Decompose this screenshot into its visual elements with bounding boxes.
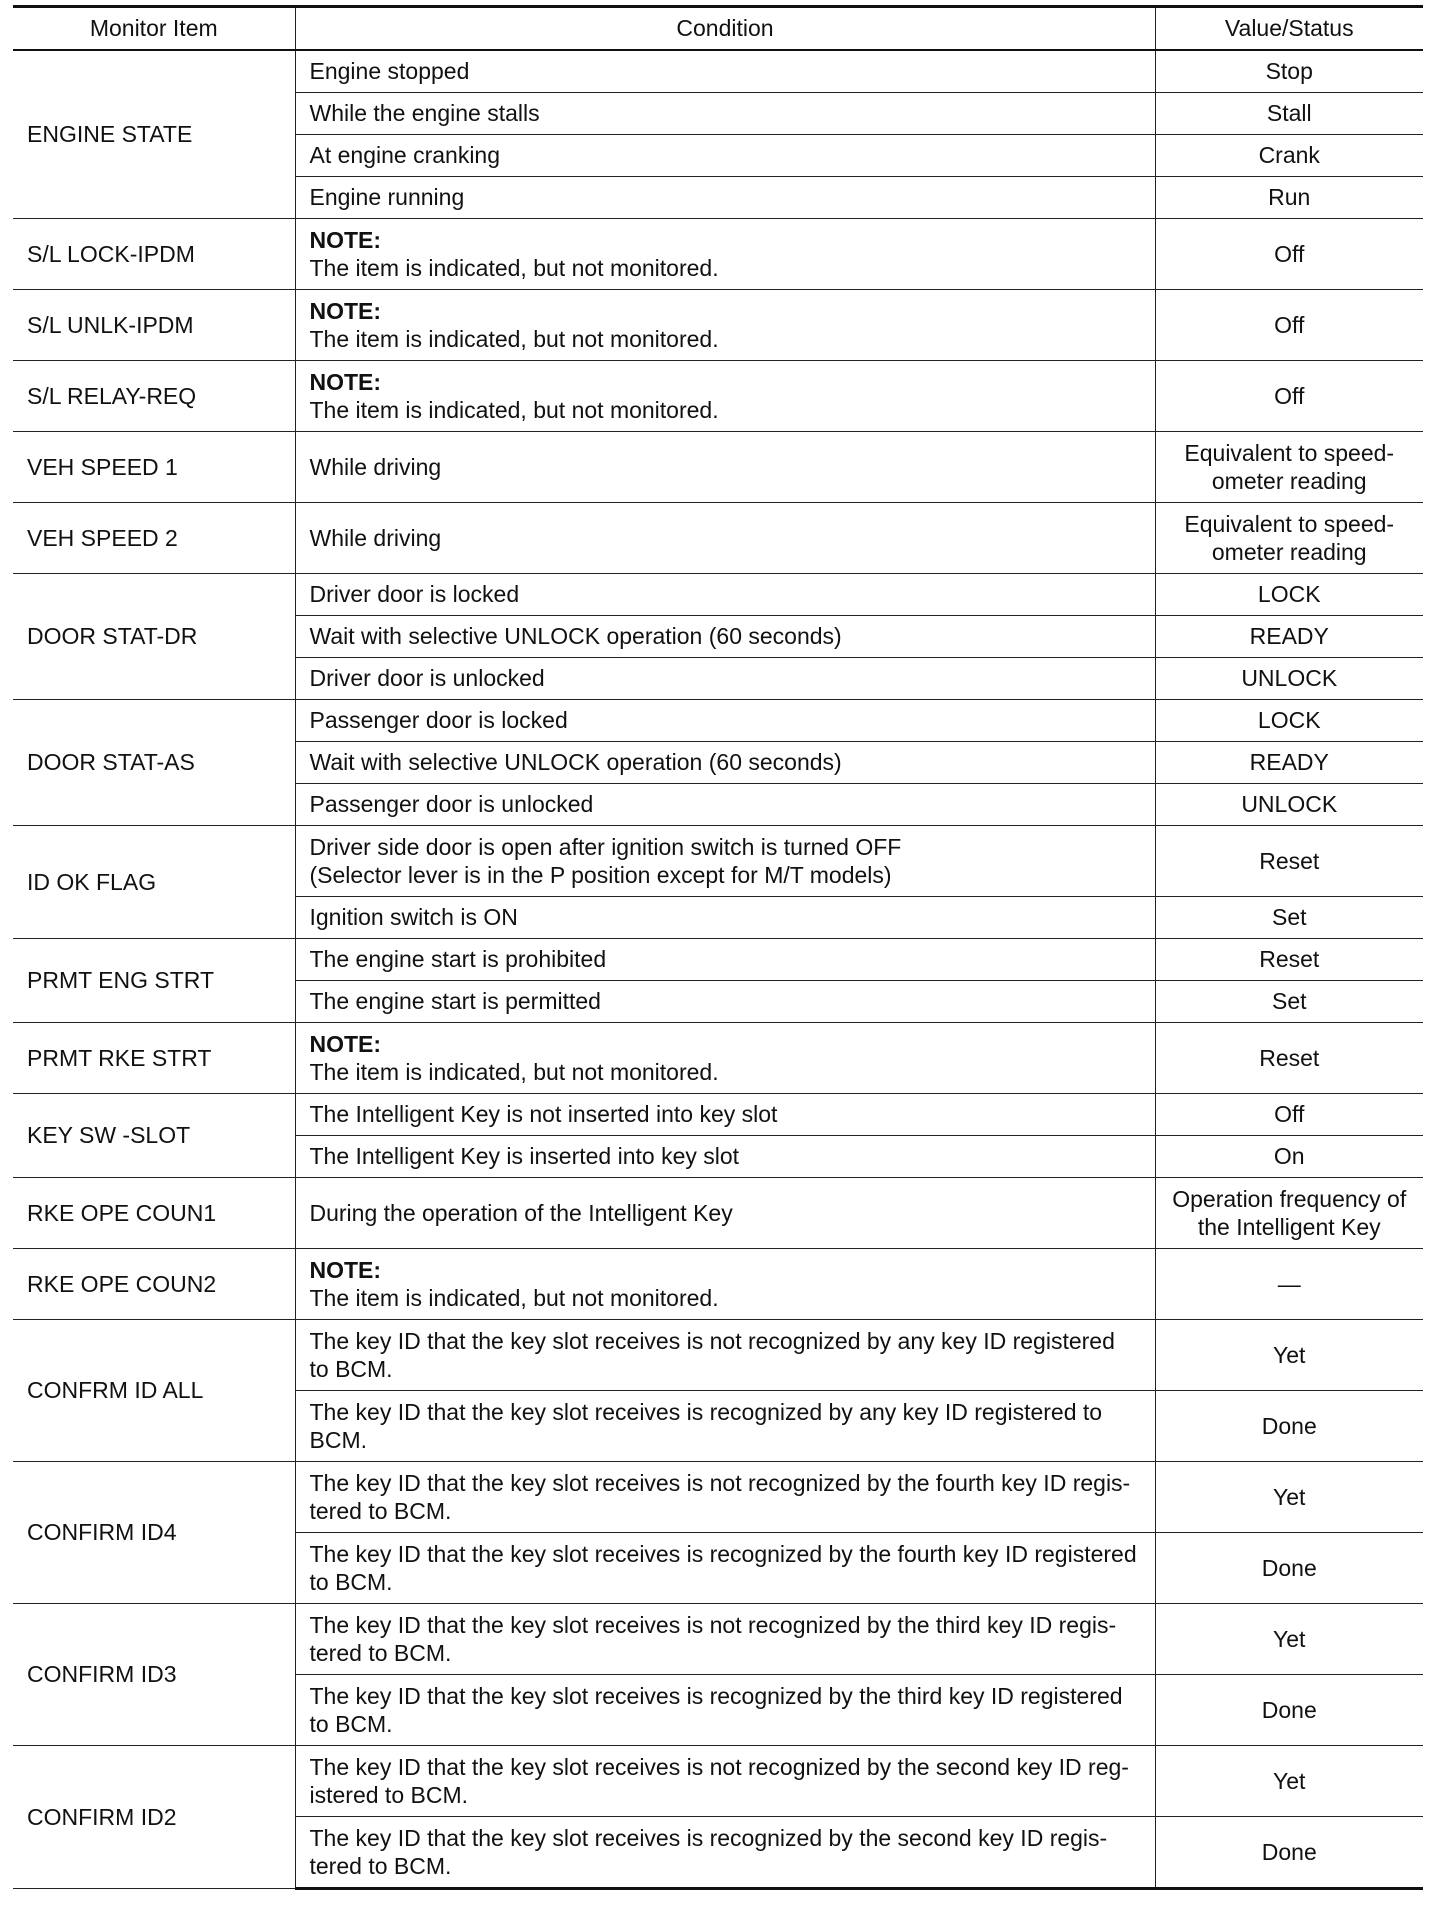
condition-cell: Wait with selective UNLOCK operation (60 seconds) xyxy=(295,742,1155,784)
monitor-item-cell: PRMT ENG STRT xyxy=(13,939,295,1023)
value-status-cell: Off xyxy=(1155,290,1423,361)
value-status-cell: READY xyxy=(1155,616,1423,658)
value-status-cell: Reset xyxy=(1155,826,1423,897)
condition-cell xyxy=(295,1249,1155,1320)
value-status-cell: Off xyxy=(1155,361,1423,432)
value-status-cell: Done xyxy=(1155,1391,1423,1462)
table-row xyxy=(13,361,1423,432)
value-status-cell: LOCK xyxy=(1155,574,1423,616)
monitor-table xyxy=(13,5,1423,1890)
condition-cell: The key ID that the key slot receives is not recognized by the fourth key ID regis- tered to BCM. xyxy=(295,1462,1155,1533)
condition-cell: The key ID that the key slot receives is not recognized by any key ID registered to BCM. xyxy=(295,1320,1155,1391)
monitor-item-cell: DOOR STAT-AS xyxy=(13,700,295,826)
value-status-cell: Off xyxy=(1155,1094,1423,1136)
monitor-item-cell: ID OK FLAG xyxy=(13,826,295,939)
value-status-cell: Equivalent to speed- ometer reading xyxy=(1155,432,1423,503)
value-status-cell: Yet xyxy=(1155,1746,1423,1817)
condition-cell: The key ID that the key slot receives is not recognized by the third key ID regis- tered to BCM. xyxy=(295,1604,1155,1675)
note-text: The item is indicated, but not monitored. xyxy=(309,1285,719,1311)
table-row xyxy=(13,826,1423,897)
value-status-cell: Operation frequency of the Intelligent Key xyxy=(1155,1178,1423,1249)
condition-cell: The key ID that the key slot receives is recognized by the third key ID registered to BCM. xyxy=(295,1675,1155,1746)
note-label: NOTE: xyxy=(309,297,382,324)
monitor-item-cell: PRMT RKE STRT xyxy=(13,1023,295,1094)
table-row xyxy=(13,50,1423,93)
condition-cell: While driving xyxy=(295,432,1155,503)
value-status-cell: Equivalent to speed- ometer reading xyxy=(1155,503,1423,574)
value-status-cell: Set xyxy=(1155,981,1423,1023)
table-row xyxy=(13,1746,1423,1817)
condition-cell: Engine stopped xyxy=(295,50,1155,93)
monitor-item-cell: CONFIRM ID4 xyxy=(13,1462,295,1604)
note-label: NOTE: xyxy=(309,1030,382,1057)
table-row xyxy=(13,1249,1423,1320)
table-row xyxy=(13,1604,1423,1675)
condition-cell: Ignition switch is ON xyxy=(295,897,1155,939)
value-status-cell: Yet xyxy=(1155,1462,1423,1533)
condition-cell: Driver door is unlocked xyxy=(295,658,1155,700)
condition-cell: Engine running xyxy=(295,177,1155,219)
value-status-cell: Stall xyxy=(1155,93,1423,135)
value-status-cell: Stop xyxy=(1155,50,1423,93)
value-status-cell: Crank xyxy=(1155,135,1423,177)
table-body xyxy=(13,50,1423,1889)
table-row xyxy=(13,503,1423,574)
monitor-item-cell: ENGINE STATE xyxy=(13,50,295,219)
condition-cell: During the operation of the Intelligent Key xyxy=(295,1178,1155,1249)
table-row xyxy=(13,939,1423,981)
monitor-item-cell: RKE OPE COUN2 xyxy=(13,1249,295,1320)
value-status-cell: UNLOCK xyxy=(1155,784,1423,826)
header-condition: Condition xyxy=(295,7,1155,51)
condition-cell xyxy=(295,361,1155,432)
condition-cell: The Intelligent Key is not inserted into key slot xyxy=(295,1094,1155,1136)
value-status-cell: — xyxy=(1155,1249,1423,1320)
value-status-cell: Done xyxy=(1155,1675,1423,1746)
condition-cell: Passenger door is unlocked xyxy=(295,784,1155,826)
value-status-cell: Run xyxy=(1155,177,1423,219)
condition-cell xyxy=(295,219,1155,290)
value-status-cell: On xyxy=(1155,1136,1423,1178)
table-row xyxy=(13,219,1423,290)
table-row xyxy=(13,1023,1423,1094)
note-text: The item is indicated, but not monitored. xyxy=(309,1059,719,1085)
condition-cell xyxy=(295,1023,1155,1094)
table-row xyxy=(13,1320,1423,1391)
condition-cell: The engine start is prohibited xyxy=(295,939,1155,981)
table-row xyxy=(13,1094,1423,1136)
monitor-item-cell: S/L LOCK-IPDM xyxy=(13,219,295,290)
table-header-row xyxy=(13,7,1423,51)
condition-cell: The key ID that the key slot receives is recognized by any key ID registered to BCM. xyxy=(295,1391,1155,1462)
monitor-item-cell: CONFIRM ID3 xyxy=(13,1604,295,1746)
note-label: NOTE: xyxy=(309,226,382,253)
monitor-item-cell: CONFRM ID ALL xyxy=(13,1320,295,1462)
header-value-status: Value/Status xyxy=(1155,7,1423,51)
table-row xyxy=(13,290,1423,361)
monitor-table-container xyxy=(13,5,1423,1890)
table-row xyxy=(13,1178,1423,1249)
condition-cell: While the engine stalls xyxy=(295,93,1155,135)
value-status-cell: Reset xyxy=(1155,939,1423,981)
condition-cell: While driving xyxy=(295,503,1155,574)
value-status-cell: Done xyxy=(1155,1533,1423,1604)
table-row xyxy=(13,1462,1423,1533)
monitor-item-cell: RKE OPE COUN1 xyxy=(13,1178,295,1249)
value-status-cell: UNLOCK xyxy=(1155,658,1423,700)
value-status-cell: Off xyxy=(1155,219,1423,290)
header-monitor-item: Monitor Item xyxy=(13,7,295,51)
value-status-cell: Set xyxy=(1155,897,1423,939)
condition-cell: At engine cranking xyxy=(295,135,1155,177)
table-row xyxy=(13,432,1423,503)
value-status-cell: LOCK xyxy=(1155,700,1423,742)
note-text: The item is indicated, but not monitored. xyxy=(309,397,719,423)
monitor-item-cell: S/L RELAY-REQ xyxy=(13,361,295,432)
condition-cell xyxy=(295,290,1155,361)
value-status-cell: READY xyxy=(1155,742,1423,784)
table-row xyxy=(13,574,1423,616)
condition-cell: Wait with selective UNLOCK operation (60 seconds) xyxy=(295,616,1155,658)
condition-cell: The key ID that the key slot receives is recognized by the fourth key ID registered to BCM. xyxy=(295,1533,1155,1604)
monitor-item-cell: CONFIRM ID2 xyxy=(13,1746,295,1889)
condition-cell: The Intelligent Key is inserted into key slot xyxy=(295,1136,1155,1178)
value-status-cell: Reset xyxy=(1155,1023,1423,1094)
condition-cell: Driver door is locked xyxy=(295,574,1155,616)
condition-cell: Passenger door is locked xyxy=(295,700,1155,742)
condition-cell: The key ID that the key slot receives is not recognized by the second key ID reg- istered to BCM. xyxy=(295,1746,1155,1817)
value-status-cell: Done xyxy=(1155,1817,1423,1889)
monitor-item-cell: VEH SPEED 1 xyxy=(13,432,295,503)
condition-cell: Driver side door is open after ignition switch is turned OFF (Selector lever is in the P position except for M/T models) xyxy=(295,826,1155,897)
monitor-item-cell: DOOR STAT-DR xyxy=(13,574,295,700)
value-status-cell: Yet xyxy=(1155,1320,1423,1391)
condition-cell: The key ID that the key slot receives is recognized by the second key ID regis- tered to BCM. xyxy=(295,1817,1155,1889)
value-status-cell: Yet xyxy=(1155,1604,1423,1675)
note-label: NOTE: xyxy=(309,1256,382,1283)
monitor-item-cell: VEH SPEED 2 xyxy=(13,503,295,574)
note-text: The item is indicated, but not monitored. xyxy=(309,326,719,352)
monitor-item-cell: S/L UNLK-IPDM xyxy=(13,290,295,361)
monitor-item-cell: KEY SW -SLOT xyxy=(13,1094,295,1178)
note-text: The item is indicated, but not monitored. xyxy=(309,255,719,281)
table-row xyxy=(13,700,1423,742)
condition-cell: The engine start is permitted xyxy=(295,981,1155,1023)
note-label: NOTE: xyxy=(309,368,382,395)
